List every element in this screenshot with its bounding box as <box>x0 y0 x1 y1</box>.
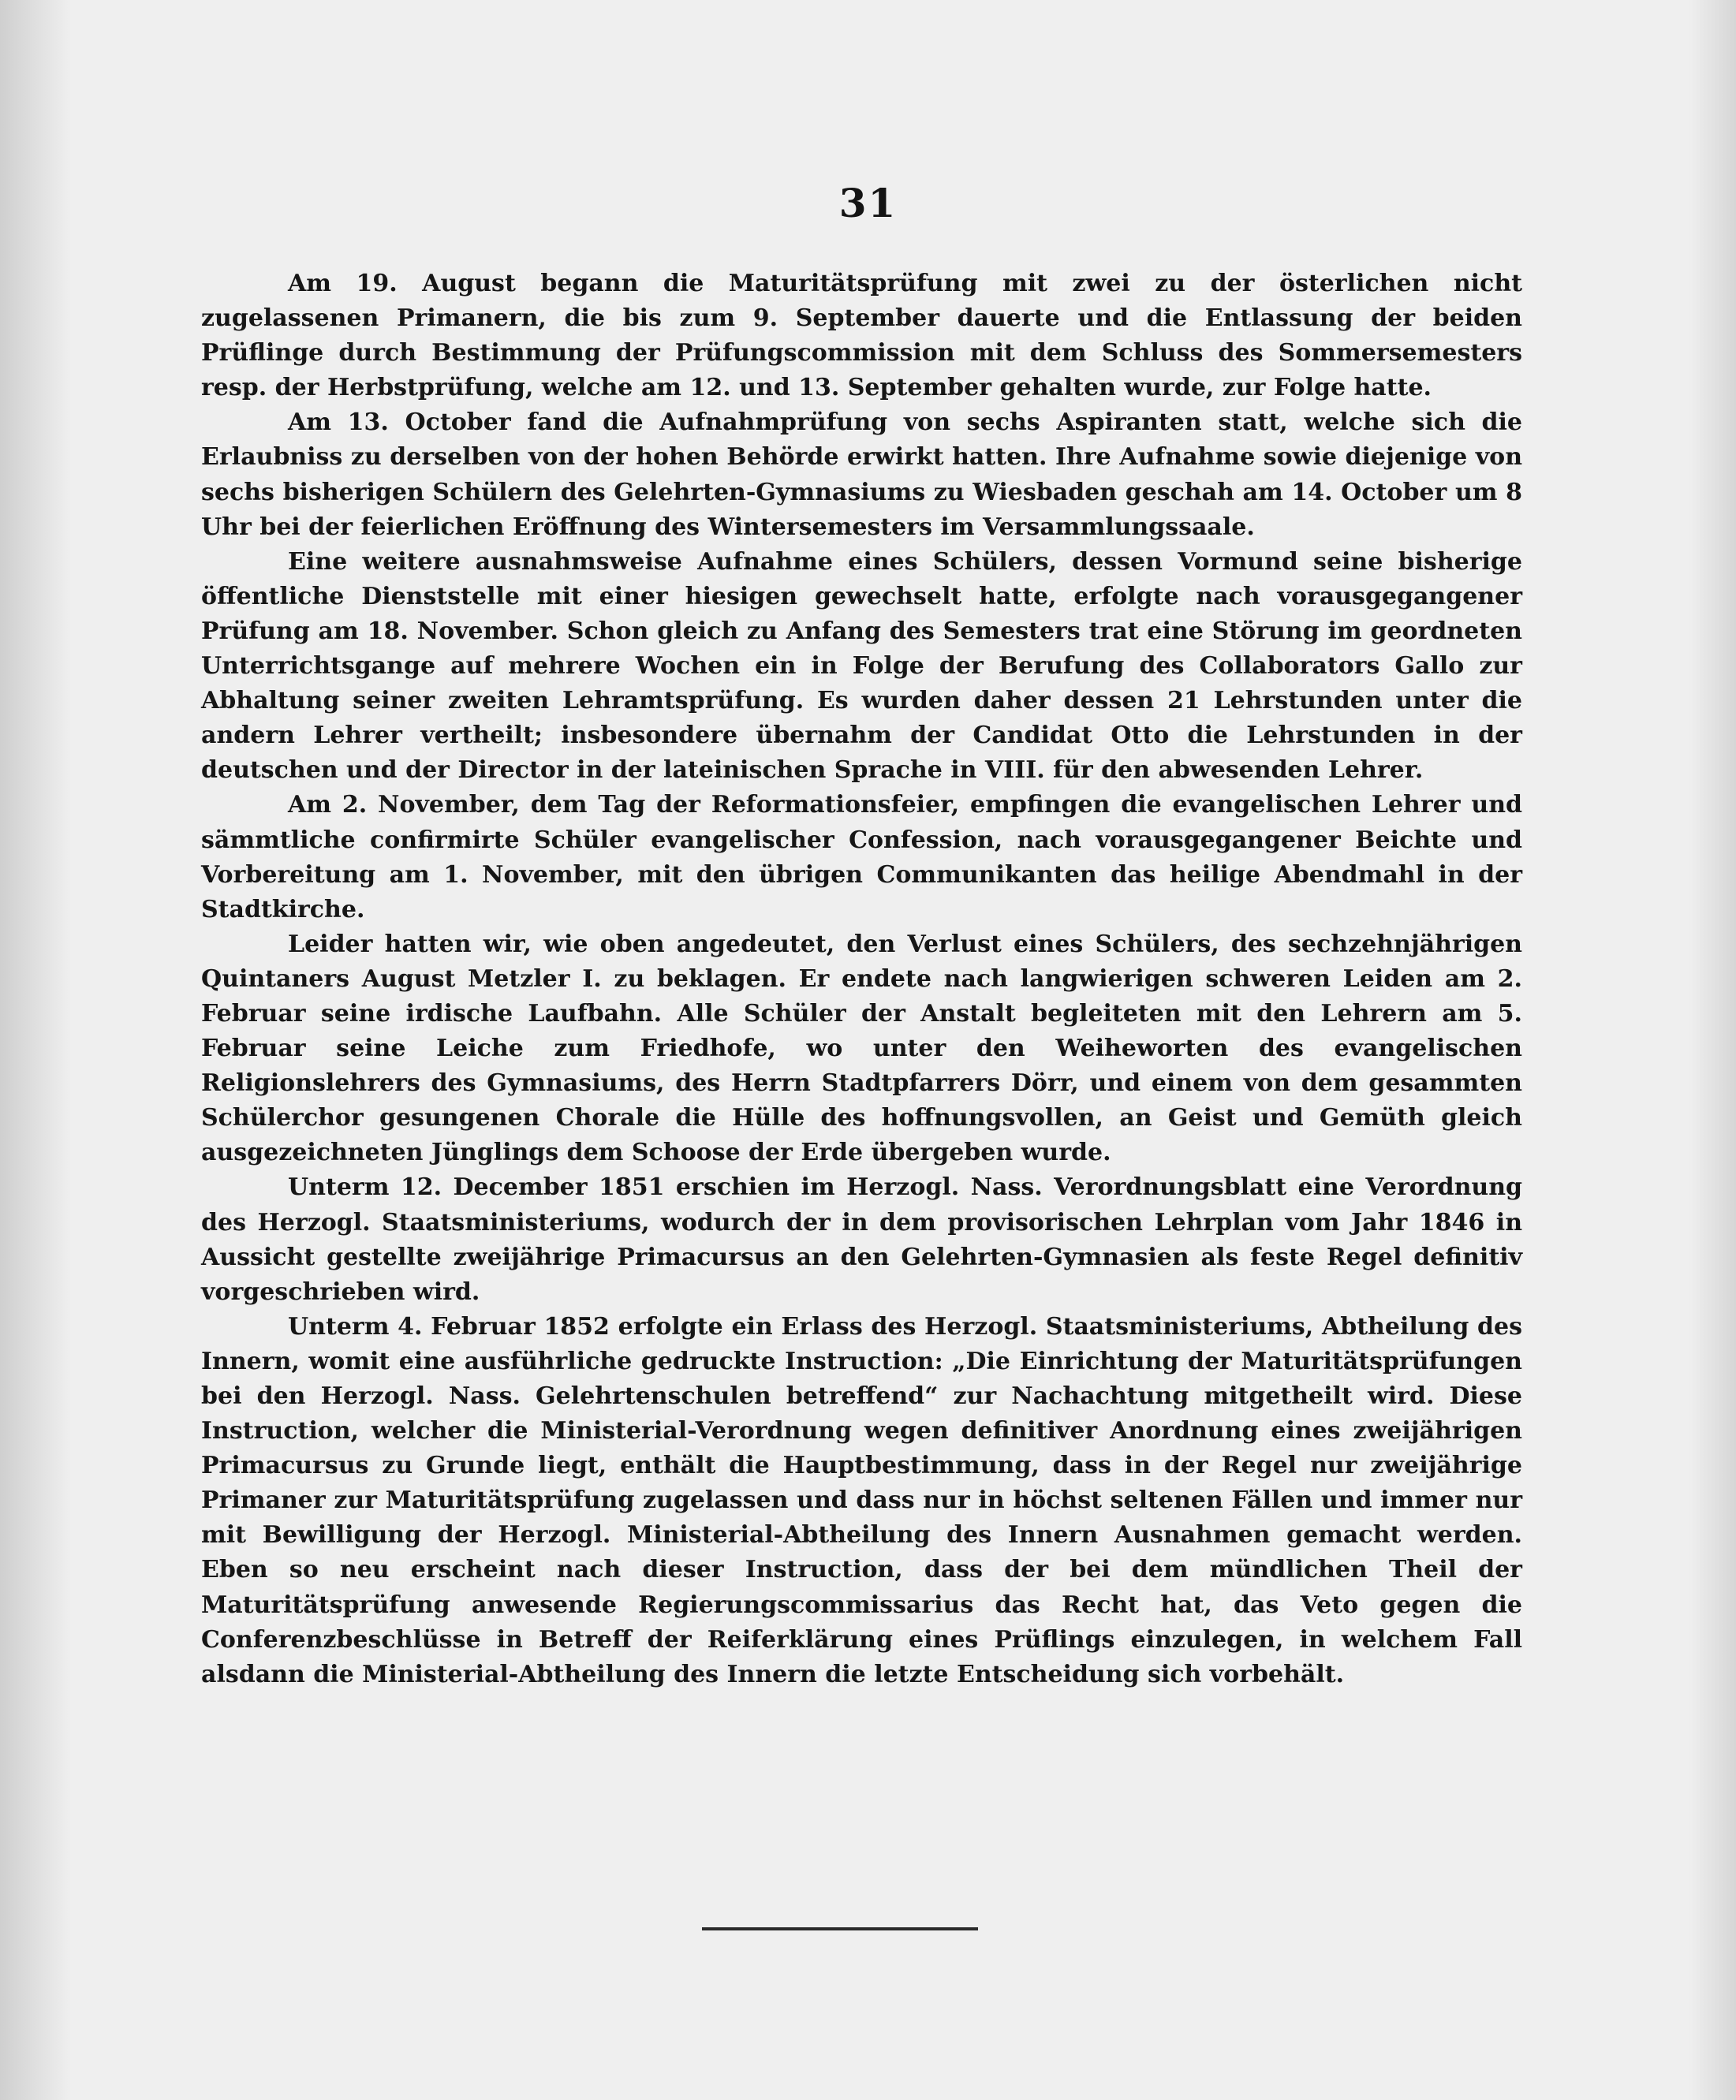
paragraph-maturity-exam: Am 19. August begann die Maturitätsprüfung mit zwei zu der österlichen nicht zugelassenen Primanern, die bis zum 9. September dauerte und die Entlassung der beiden Prüflinge durch Bestimmung der Prüfungscommission mit dem Schluss des Sommersemesters resp. der Herbstprüfung, welche am 12. und 13. September gehalten wurde, zur Folge hatte. <box>201 270 1522 402</box>
scan-shadow-right <box>1689 0 1736 2100</box>
scan-shadow-left <box>0 0 71 2100</box>
paragraph-student-death: Leider hatten wir, wie oben angedeutet, den Verlust eines Schülers, des sechzehnjährigen Quintaners August Metzler I. zu beklagen. Er endete nach langwierigen schweren Leiden am 2. Februar seine irdische Laufbahn. Alle Schüler der Anstalt begleiteten mit den Lehrern am 5. Februar seine Leiche zum Friedhofe, wo unter den Weiheworten des evangelischen Religionslehrers des Gymnasiums, des Herrn Stadtpfarrers Dörr, und einem von dem gesammten Schülerchor gesungenen Chorale die Hülle des hoffnungsvollen, an Geist und Gemüth gleich ausgezeichneten Jünglings dem Schoose der Erde übergeben wurde. <box>201 930 1522 1167</box>
page-number: 31 <box>838 180 898 226</box>
paragraph-decree-1851: Unterm 12. December 1851 erschien im Herzogl. Nass. Verordnungsblatt eine Verordnung des Herzogl. Staatsministeriums, wodurch der in dem provisorischen Lehrplan vom Jahr 1846 in Aussicht gestellte zweijährige Primacursus an den Gelehrten-Gymnasien als feste Regel definitiv vorgeschrieben wird. <box>201 1173 1522 1306</box>
closing-rule <box>702 1927 978 1930</box>
paragraph-reformation-day: Am 2. November, dem Tag der Reformationsfeier, empfingen die evangelischen Lehrer und sämmtliche confirmirte Schüler evangelischer Confession, nach vorausgegangener Beichte und Vorbereitung am 1. November, mit den übrigen Communikanten das heilige Abendmahl in der Stadtkirche. <box>201 791 1522 923</box>
paragraph-admission-exam: Am 13. October fand die Aufnahmprüfung von sechs Aspiranten statt, welche sich die Erlaubniss zu derselben von der hohen Behörde erwirkt hatten. Ihre Aufnahme sowie diejenige von sechs bisherigen Schülern des Gelehrten-Gymnasiums zu Wiesbaden geschah am 14. October um 8 Uhr bei der feierlichen Eröffnung des Wintersemesters im Versammlungssaale. <box>201 408 1522 541</box>
body-text <box>201 267 1522 1692</box>
paragraph-instruction-1852: Unterm 4. Februar 1852 erfolgte ein Erlass des Herzogl. Staatsministeriums, Abtheilung des Innern, womit eine ausführliche gedruckte Instruction: „Die Einrichtung der Maturitätsprüfungen bei den Herzogl. Nass. Gelehrtenschulen betreffend“ zur Nachachtung mitgetheilt wird. Diese Instruction, welcher die Ministerial-Verordnung wegen definitiver Anordnung eines zweijährigen Primacursus zu Grunde liegt, enthält die Hauptbestimmung, dass in der Regel nur zweijährige Primaner zur Maturitätsprüfung zugelassen und dass nur in höchst seltenen Fällen und immer nur mit Bewilligung der Herzogl. Ministerial-Abtheilung des Innern Ausnahmen gemacht werden. Eben so neu erscheint nach dieser Instruction, dass der bei dem mündlichen Theil der Maturitätsprüfung anwesende Regierungscommissarius das Recht hat, das Veto gegen die Conferenzbeschlüsse in Betreff der Reiferklärung eines Prüflings einzulegen, in welchem Fall alsdann die Ministerial-Abtheilung des Innern die letzte Entscheidung sich vorbehält. <box>201 1312 1522 1688</box>
paragraph-exceptional-admission: Eine weitere ausnahmsweise Aufnahme eines Schülers, dessen Vormund seine bisherige öffentliche Dienststelle mit einer hiesigen gewechselt hatte, erfolgte nach vorausgegangener Prüfung am 18. November. Schon gleich zu Anfang des Semesters trat eine Störung im geordneten Unterrichtsgange auf mehrere Wochen ein in Folge der Berufung des Collaborators Gallo zur Abhaltung seiner zweiten Lehramtsprüfung. Es wurden daher dessen 21 Lehrstunden unter die andern Lehrer vertheilt; insbesondere übernahm der Candidat Otto die Lehrstunden in der deutschen und der Director in der lateinischen Sprache in VIII. für den abwesenden Lehrer. <box>201 547 1522 785</box>
